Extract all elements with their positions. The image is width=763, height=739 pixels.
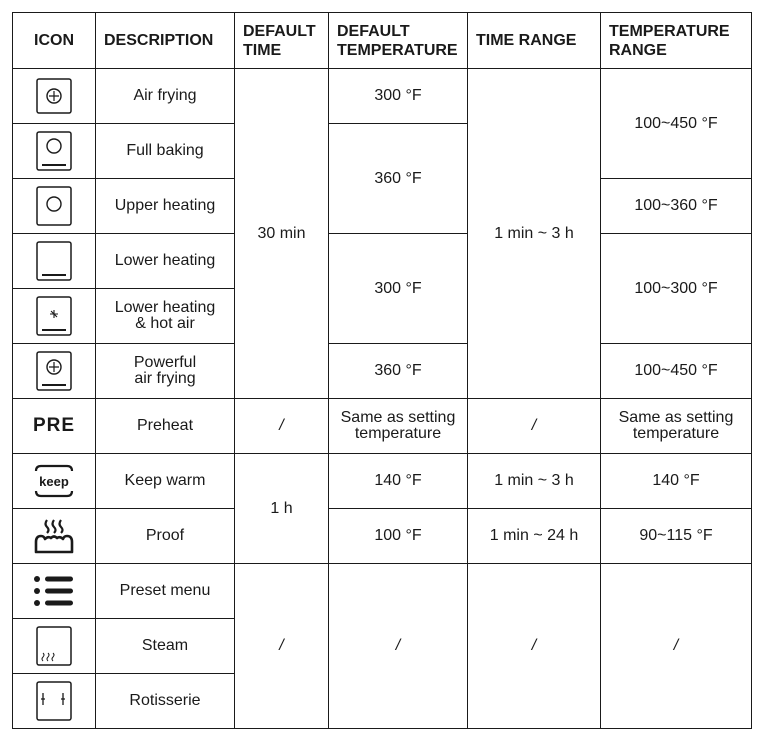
description-cell: Preset menu bbox=[96, 564, 235, 619]
table-row bbox=[13, 564, 752, 619]
proof-icon bbox=[32, 516, 76, 556]
default-time-cell: / bbox=[235, 564, 329, 729]
description-cell: Full baking bbox=[96, 124, 235, 179]
default-time-cell: 30 min bbox=[235, 69, 329, 399]
description-cell: Rotisserie bbox=[96, 674, 235, 729]
default-temperature-cell: 300 °F bbox=[329, 234, 468, 344]
time-range-cell: / bbox=[468, 399, 601, 454]
default-temperature-cell: / bbox=[329, 564, 468, 729]
keep-warm-icon bbox=[32, 463, 76, 499]
header-icon: ICON bbox=[13, 13, 96, 69]
icon-cell bbox=[13, 344, 96, 399]
icon-cell bbox=[13, 289, 96, 344]
description-cell: Lower heating & hot air bbox=[96, 289, 235, 344]
svg-text:keep: keep bbox=[39, 474, 69, 489]
table-row bbox=[13, 344, 752, 399]
icon-cell bbox=[13, 619, 96, 674]
icon-cell bbox=[13, 234, 96, 289]
temperature-range-cell: / bbox=[601, 564, 752, 729]
header-temperature-range: TEMPERATURE RANGE bbox=[601, 13, 752, 69]
header-default-time: DEFAULT TIME bbox=[235, 13, 329, 69]
header-time-range: TIME RANGE bbox=[468, 13, 601, 69]
icon-cell bbox=[13, 564, 96, 619]
description-cell: Keep warm bbox=[96, 454, 235, 509]
description-cell: Proof bbox=[96, 509, 235, 564]
cooking-functions-table bbox=[12, 12, 752, 729]
lower-heating-icon bbox=[34, 239, 74, 283]
temperature-range-cell: 100~450 °F bbox=[601, 69, 752, 179]
full-baking-icon bbox=[34, 129, 74, 173]
icon-cell bbox=[13, 69, 96, 124]
description-cell: Steam bbox=[96, 619, 235, 674]
icon-cell bbox=[13, 179, 96, 234]
time-range-cell: 1 min ~ 3 h bbox=[468, 454, 601, 509]
temperature-range-cell: Same as setting temperature bbox=[601, 399, 752, 454]
steam-icon bbox=[34, 624, 74, 668]
time-range-cell: / bbox=[468, 564, 601, 729]
icon-cell bbox=[13, 399, 96, 454]
temperature-range-cell: 140 °F bbox=[601, 454, 752, 509]
default-temperature-cell: 300 °F bbox=[329, 69, 468, 124]
powerful-air-fry-icon bbox=[34, 349, 74, 393]
description-cell: Lower heating bbox=[96, 234, 235, 289]
default-time-cell: 1 h bbox=[235, 454, 329, 564]
description-cell: Preheat bbox=[96, 399, 235, 454]
temperature-range-cell: 100~300 °F bbox=[601, 234, 752, 344]
table-row bbox=[13, 234, 752, 289]
default-temperature-cell: Same as setting temperature bbox=[329, 399, 468, 454]
description-cell: Powerful air frying bbox=[96, 344, 235, 399]
header-row bbox=[13, 13, 752, 69]
table-row bbox=[13, 69, 752, 124]
header-default-temperature: DEFAULT TEMPERATURE bbox=[329, 13, 468, 69]
time-range-cell: 1 min ~ 24 h bbox=[468, 509, 601, 564]
table-row bbox=[13, 454, 752, 509]
default-temperature-cell: 360 °F bbox=[329, 124, 468, 234]
temperature-range-cell: 90~115 °F bbox=[601, 509, 752, 564]
icon-cell bbox=[13, 509, 96, 564]
default-temperature-cell: 360 °F bbox=[329, 344, 468, 399]
default-time-cell: / bbox=[235, 399, 329, 454]
temperature-range-cell: 100~450 °F bbox=[601, 344, 752, 399]
temperature-range-cell: 100~360 °F bbox=[601, 179, 752, 234]
preheat-icon: PRE bbox=[32, 414, 76, 436]
table-row bbox=[13, 509, 752, 564]
icon-cell bbox=[13, 674, 96, 729]
lower-heating-hot-air-icon bbox=[34, 294, 74, 338]
description-cell: Upper heating bbox=[96, 179, 235, 234]
upper-heating-icon bbox=[34, 184, 74, 228]
default-temperature-cell: 140 °F bbox=[329, 454, 468, 509]
rotisserie-icon bbox=[34, 679, 74, 723]
icon-cell bbox=[13, 454, 96, 509]
icon-cell bbox=[13, 124, 96, 179]
air-fry-icon bbox=[34, 76, 74, 116]
time-range-cell: 1 min ~ 3 h bbox=[468, 69, 601, 399]
table-row bbox=[13, 399, 752, 454]
default-temperature-cell: 100 °F bbox=[329, 509, 468, 564]
preset-menu-icon bbox=[32, 574, 76, 608]
description-cell: Air frying bbox=[96, 69, 235, 124]
header-description: DESCRIPTION bbox=[96, 13, 235, 69]
